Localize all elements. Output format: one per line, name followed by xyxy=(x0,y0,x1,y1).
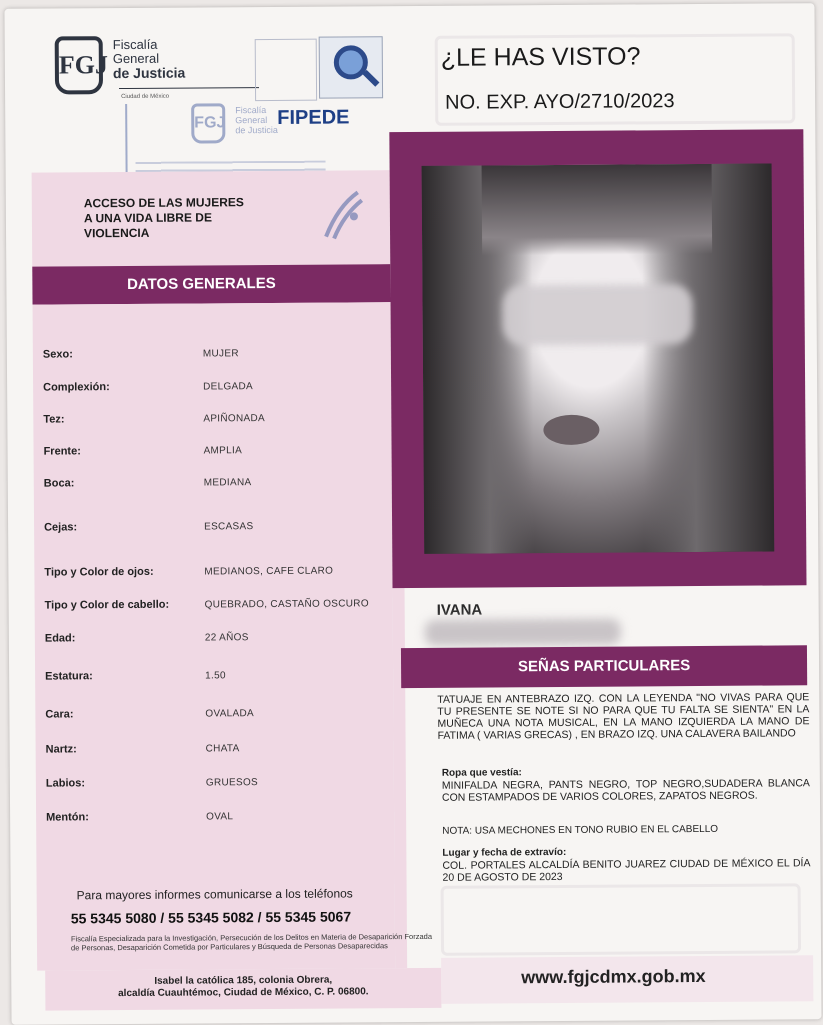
contact-line: Para mayores informes comunicarse a los teléfonos xyxy=(76,886,353,903)
lugar-description: COL. PORTALES ALCALDÍA BENITO JUAREZ CIUDAD DE MÉXICO EL DÍA 20 DE AGOSTO DE 2023 xyxy=(442,857,811,884)
address-band xyxy=(45,968,441,1011)
lugar-label: Lugar y fecha de extravío: xyxy=(442,846,567,859)
datos-value: GRUESOS xyxy=(205,777,259,789)
website-band xyxy=(441,955,813,1004)
datos-label: Tipo y Color de ojos: xyxy=(44,565,154,579)
address-line-2: alcaldía Cuauhtémoc, Ciudad de México, C. P. 06800. xyxy=(118,986,369,1000)
fiscalia-line-2: General xyxy=(112,50,160,67)
datos-value: 22 AÑOS xyxy=(204,632,249,644)
datos-label: Boca: xyxy=(43,477,75,490)
stamp-line-1: Fiscalía xyxy=(235,105,267,116)
datos-label: Cejas: xyxy=(44,521,78,534)
senas-header xyxy=(401,645,807,688)
senas-title: SEÑAS PARTICULARES xyxy=(517,657,691,676)
fiscalia-line-3: de Justicia xyxy=(112,64,186,82)
datos-value: CHATA xyxy=(205,743,240,755)
cdmx-label: Ciudad de México xyxy=(121,93,170,101)
missing-person-photo xyxy=(422,163,775,553)
datos-label: Tipo y Color de cabello: xyxy=(44,598,170,612)
logo-frame xyxy=(255,39,317,101)
datos-label: Nartz: xyxy=(45,743,77,756)
datos-label: Cara: xyxy=(45,708,74,721)
datos-label: Frente: xyxy=(43,445,81,458)
datos-generales-title: DATOS GENERALES xyxy=(127,274,276,293)
datos-value: OVAL xyxy=(206,811,234,823)
senas-note: NOTA: USA MECHONES EN TONO RUBIO EN EL CABELLO xyxy=(442,823,719,837)
ropa-label: Ropa que vestía: xyxy=(441,767,522,779)
address-text xyxy=(45,968,441,1001)
fiscalia-name xyxy=(113,38,186,82)
datos-value: MEDIANA xyxy=(203,477,252,489)
person-name: IVANA xyxy=(436,601,483,619)
datos-value: 1.50 xyxy=(205,670,226,682)
datos-label: Estatura: xyxy=(45,670,93,683)
datos-value: MUJER xyxy=(202,348,239,360)
datos-value: APIÑONADA xyxy=(203,413,265,425)
blurred-eyes xyxy=(502,284,692,345)
datos-list xyxy=(4,3,814,9)
fgj-logo: FGJ xyxy=(55,36,103,94)
acceso-text xyxy=(84,195,244,241)
datos-value: ESCASAS xyxy=(204,521,254,533)
acceso-line-1: ACCESO DE LAS MUJERES xyxy=(83,195,244,211)
senas-description: TATUAJE EN ANTEBRAZO IZQ. CON LA LEYENDA "NO VIVAS PARA QUE TU PRESENTE SE NOTE SI NO PARA QUE TU FALTA SE SIENTA" EN LA MUÑECA UNA NOTA MUSICAL, EN LA MANO IZQUIERDA LA MANO DE FATIMA ( VARIAS GRECAS) , EN BRAZO IZQ. UNA CALAVERA BAILANDO xyxy=(437,691,810,742)
stamp-logo: FGJ xyxy=(191,103,225,143)
photo-lips xyxy=(543,415,599,445)
datos-label: Complexión: xyxy=(43,381,110,394)
fiscalia-fine-print: Fiscalía Especializada para la Investigación, Persecución de los Delitos en Materia de Desaparición Forzada de Personas, Desaparición Cometida por Particulares y Búsqueda de Personas Desaparecidas xyxy=(70,931,433,953)
ropa-description: MINIFALDA NEGRA, PANTS NEGRO, TOP NEGRO,SUDADERA BLANCA CON ESTAMPADOS DE VARIOS COLORES, ZAPATOS NEGROS. xyxy=(441,777,810,804)
stamp-text xyxy=(235,105,278,135)
fipede-label: FIPEDE xyxy=(277,106,350,129)
datos-label: Edad: xyxy=(44,632,76,645)
acceso-banner xyxy=(32,170,391,266)
stamp-line-3: de Justicia xyxy=(235,124,278,136)
website-link[interactable]: www.fgjcdmx.gob.mx xyxy=(521,965,706,988)
datos-label: Labios: xyxy=(45,777,86,790)
panel-extension xyxy=(393,586,408,968)
phone-numbers[interactable]: 55 5345 5080 / 55 5345 5082 / 55 5345 5067 xyxy=(70,908,352,927)
acceso-line-2: A UNA VIDA LIBRE DE xyxy=(83,210,212,226)
datos-label: Mentón: xyxy=(46,811,89,824)
header-divider xyxy=(119,87,259,89)
acceso-line-3: VIOLENCIA xyxy=(83,225,150,241)
watermark-pattern-bottom xyxy=(441,883,801,956)
fiscalia-line-1: Fiscalía xyxy=(112,36,158,53)
datos-generales-header xyxy=(32,264,390,304)
datos-value: OVALADA xyxy=(205,708,255,720)
stamp-line-2: General xyxy=(235,115,268,126)
blurred-surname xyxy=(425,619,621,646)
fipede-magnifier-icon xyxy=(319,36,383,98)
address-line-1: Isabel la católica 185, colonia Obrera, xyxy=(154,974,333,987)
datos-value: MEDIANOS, CAFE CLARO xyxy=(204,565,334,578)
women-logo-icon xyxy=(318,186,368,242)
poster-sheet xyxy=(4,3,821,1025)
datos-value: QUEBRADO, CASTAÑO OSCURO xyxy=(204,598,369,611)
datos-value: DELGADA xyxy=(203,381,254,393)
datos-label: Sexo: xyxy=(42,348,73,361)
poster-title: ¿LE HAS VISTO? xyxy=(440,42,641,72)
datos-value: AMPLIA xyxy=(203,445,243,457)
datos-label: Tez: xyxy=(43,413,65,426)
expediente-number: NO. EXP. AYO/2710/2023 xyxy=(445,90,675,114)
